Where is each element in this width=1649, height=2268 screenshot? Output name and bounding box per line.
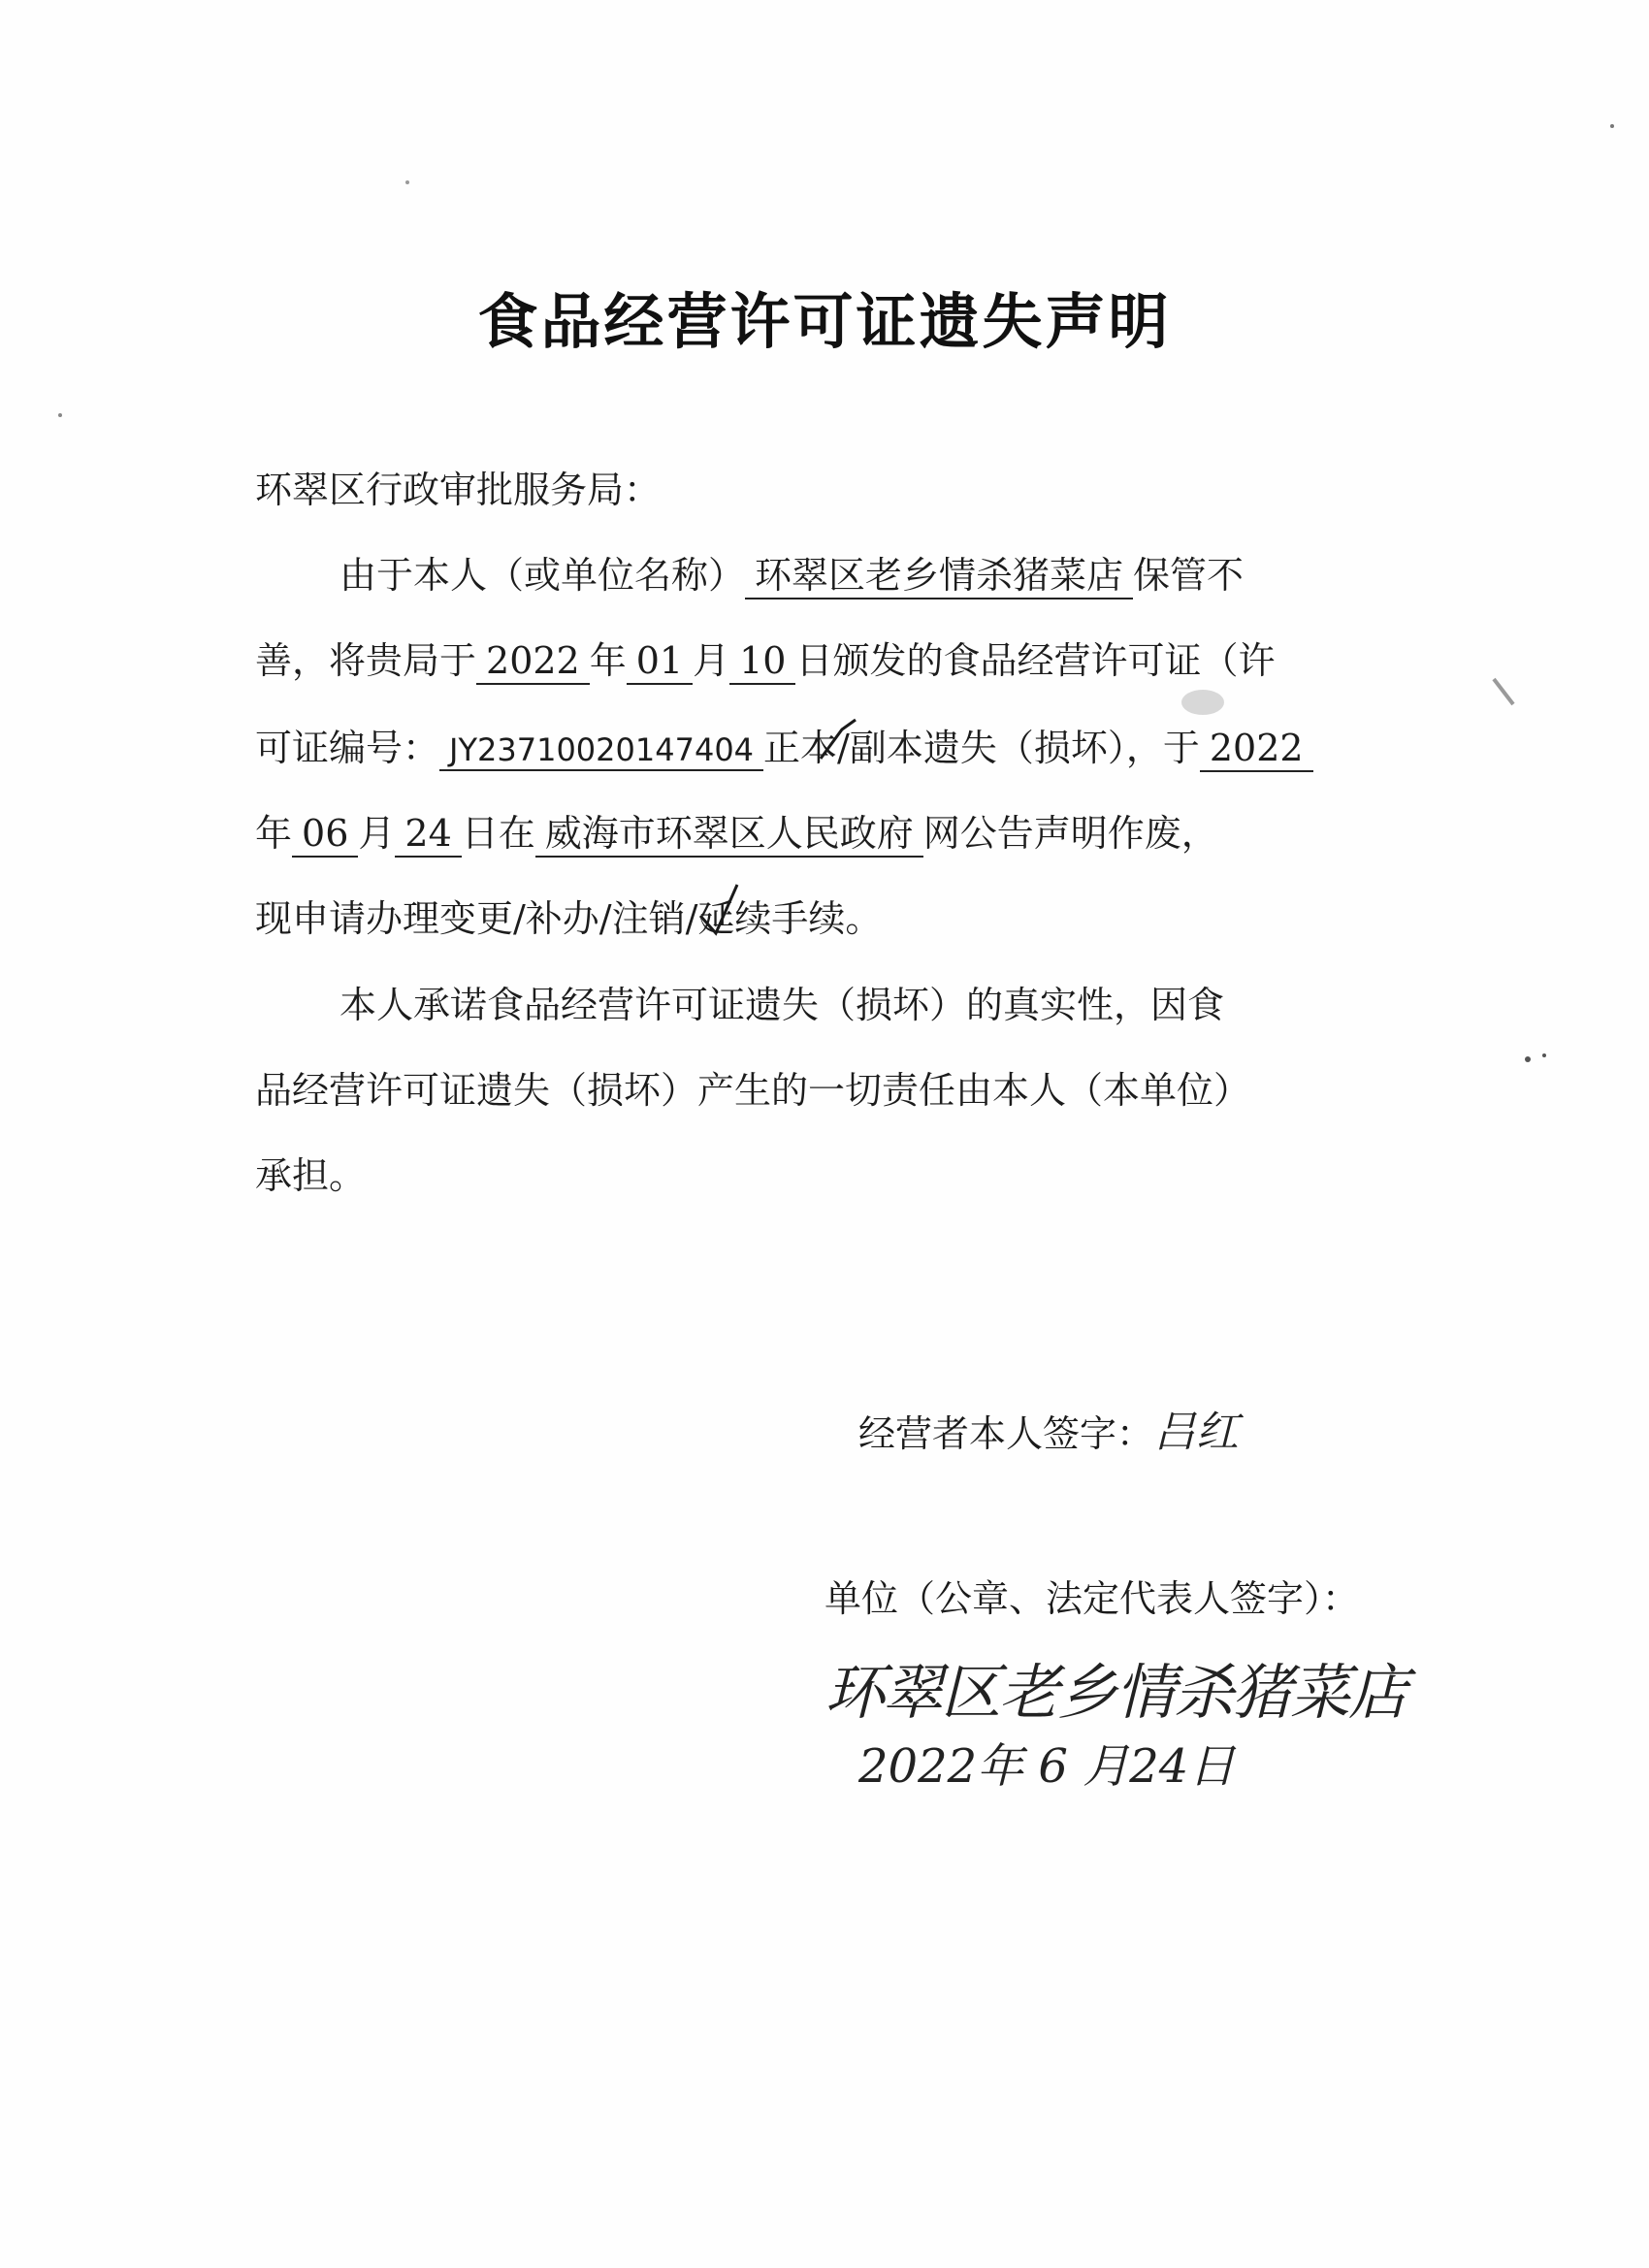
notice-year-field: 2022: [1200, 729, 1313, 772]
scan-speck: [1494, 679, 1513, 704]
paragraph-1-line-5: 现申请办理变更/补办/注销/延续手续。: [255, 897, 883, 940]
issue-year-field: 2022: [476, 642, 590, 685]
text-segment: 由于本人（或单位名称）: [340, 554, 746, 597]
scan-speck: [405, 180, 409, 184]
notice-month-field: 06: [292, 815, 358, 858]
paragraph-1-line-2: [255, 631, 1380, 685]
text-segment: 善，将贵局于: [255, 639, 477, 682]
scan-speck: [1525, 1056, 1531, 1062]
paragraph-1-line-3: [255, 718, 1380, 772]
scan-smudge: [1181, 690, 1224, 715]
text-segment: 日在: [461, 812, 535, 855]
addressee: 环翠区行政审批服务局：: [255, 469, 662, 511]
unit-handwritten-signature: 环翠区老乡情杀猪菜店: [824, 1657, 1407, 1728]
license-number-field: JY23710020147404: [439, 734, 763, 771]
text-segment: 年: [255, 812, 293, 855]
text-segment: 网公告声明作废，: [922, 812, 1218, 855]
unit-signature-label: 单位（公章、法定代表人签字）：: [824, 1577, 1360, 1620]
text-segment: 月: [693, 639, 730, 682]
issue-month-field: 01: [627, 642, 693, 685]
text-segment: 正本/副本遗失（损坏），于: [763, 727, 1200, 769]
scan-speck: [1542, 1053, 1546, 1057]
paragraph-1-line-4: [255, 803, 1380, 858]
notice-day-field: 24: [395, 815, 461, 858]
operator-signature-label: 经营者本人签字：: [858, 1412, 1154, 1455]
scan-speck: [58, 413, 62, 417]
text-segment: 日颁发的食品经营许可证（许: [795, 639, 1276, 682]
text-segment: 月: [358, 812, 396, 855]
paragraph-2-line-1: 本人承诺食品经营许可证遗失（损坏）的真实性，因食: [340, 984, 1225, 1026]
notice-site-field: 威海市环翠区人民政府: [535, 815, 923, 858]
paragraph-2-line-2: 品经营许可证遗失（损坏）产生的一切责任由本人（本单位）: [255, 1069, 1251, 1112]
text-segment: 保管不: [1133, 554, 1245, 597]
issue-day-field: 10: [729, 642, 795, 685]
business-name-field: 环翠区老乡情杀猪菜店: [745, 557, 1133, 599]
text-segment: 年: [589, 639, 627, 682]
operator-handwritten-signature: 吕红: [1153, 1408, 1240, 1457]
text-segment: 可证编号：: [255, 727, 440, 769]
paragraph-2-line-3: 承担。: [255, 1154, 367, 1197]
scan-speck: [1610, 124, 1614, 128]
operator-signature-row: [858, 1397, 1239, 1459]
paragraph-1-line-1: [340, 545, 1465, 599]
handwritten-date: 2022年 6 月24日: [858, 1739, 1236, 1794]
document-title: 食品经营许可证遗失声明: [477, 286, 1172, 357]
